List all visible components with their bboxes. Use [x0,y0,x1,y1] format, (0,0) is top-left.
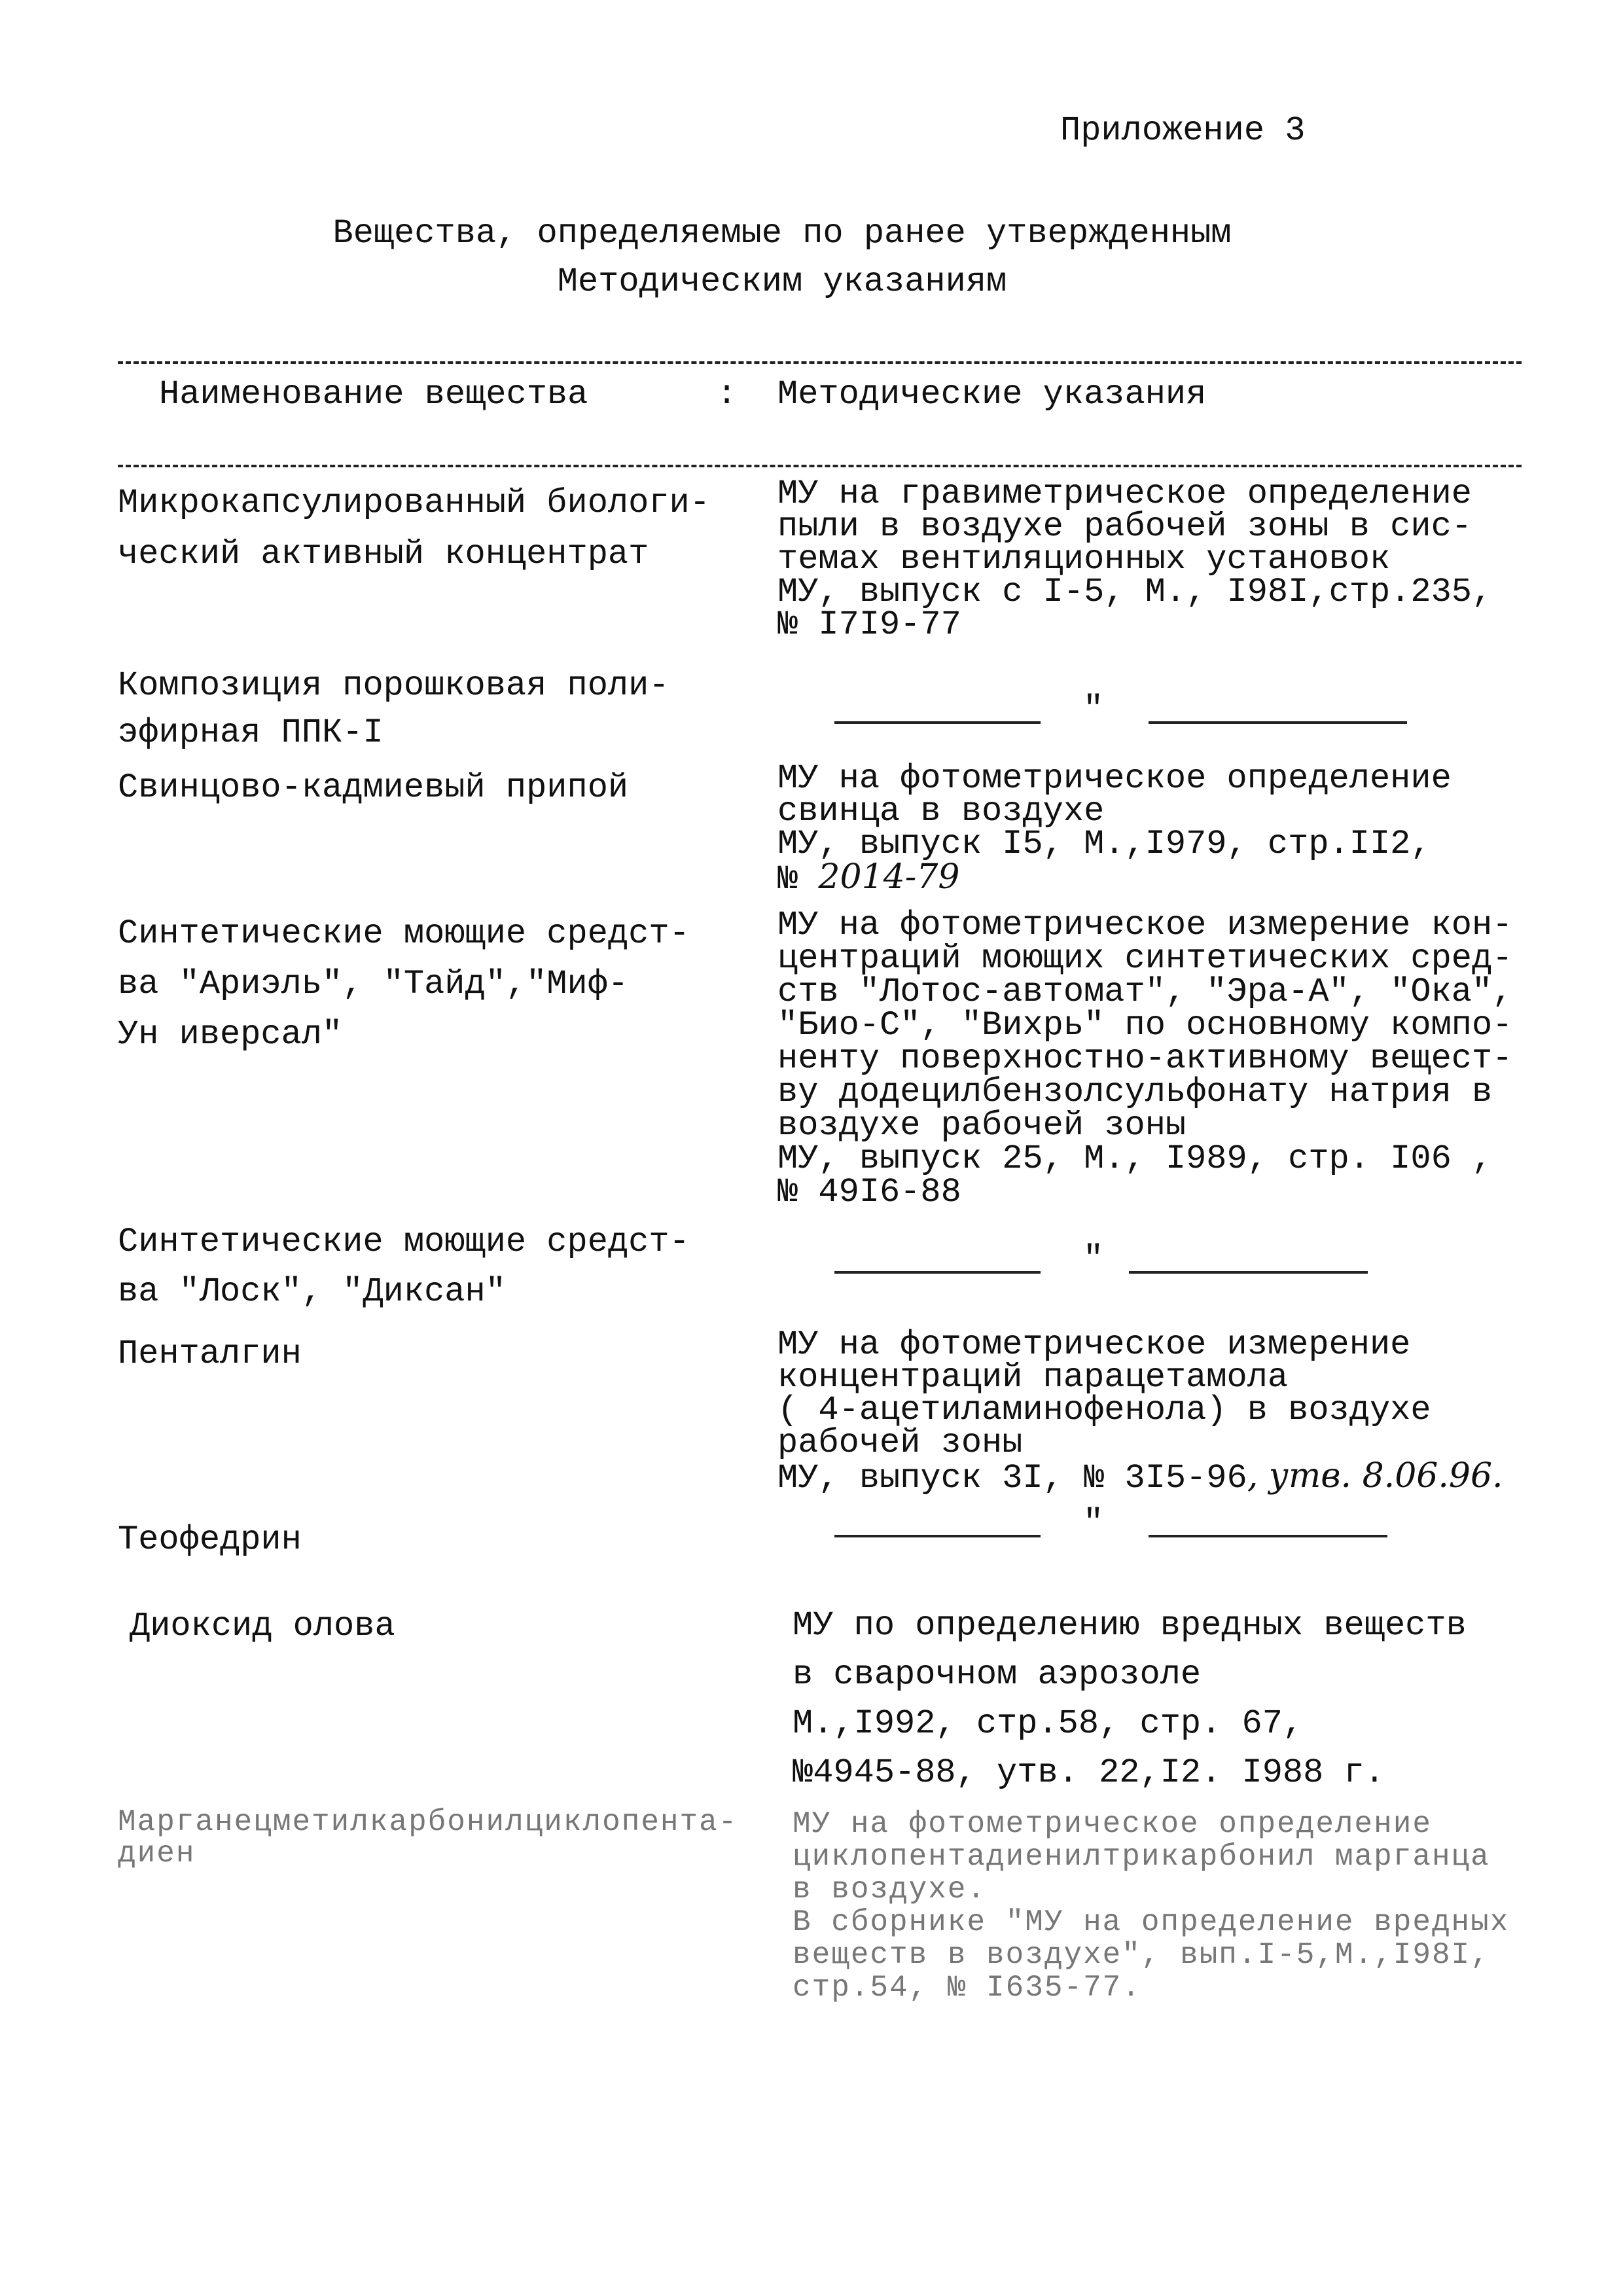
substance-cell: Теофедрин [118,1520,302,1559]
ditto-mark: " [1083,1240,1104,1278]
method-line: В сборнике "МУ на определение вредных [793,1905,1510,1939]
method-line: темах вентиляционных установок [777,540,1391,579]
substance-cell: Синтетические моющие средст- ва "Ариэль", "Тайд","Миф- Ун иверсал" [118,914,690,1054]
method-line: ств "Лотос-автомат", "Эра-А", "Ока", [777,973,1513,1011]
method-line: стр.54, № I635-77. [793,1971,1141,2005]
method-cell [793,1601,1467,1797]
ditto-dash-left [834,1271,1041,1274]
ditto-dash-right [1129,1271,1368,1274]
method-line: ( 4-ацетиламинофенола) в воздухе [777,1391,1431,1429]
method-line: МУ по определению вредных веществ [793,1606,1467,1645]
method-line: в сварочном аэрозоле [793,1655,1202,1694]
header-substance: Наименование вещества [159,375,588,414]
method-line: МУ на фотометрическое измерение [777,1325,1411,1364]
handwritten-note: 2014-79 [818,857,960,897]
table-top-rule [118,361,1522,364]
substance-cell: Микрокапсулированный биологи- ческий активный концентрат [118,484,710,573]
method-cell [777,759,1452,899]
method-line: ненту поверхностно-активному вещест- [777,1039,1513,1078]
method-line: № 49I6-88 [777,1173,961,1211]
method-line: циклопентадиенилтрикарбонил марганца [793,1840,1490,1874]
substance-cell: Пенталгин [118,1335,302,1373]
method-cell [793,1808,1509,2004]
ditto-dash-right [1149,721,1407,724]
method-line: в воздухе. [793,1873,987,1907]
ditto-dash-right [1149,1535,1387,1537]
method-line: М.,I992, стр.58, стр. 67, [793,1704,1304,1743]
substance-cell: Марганецметилкарбонилциклопента- диен [118,1805,738,1871]
substance-cell: Диоксид олова [130,1607,395,1645]
table-header-rule [118,465,1522,467]
header-method: Методические указания [777,375,1207,414]
method-line: №4945-88, утв. 22,I2. I988 г. [793,1753,1385,1792]
title-line-2: Методическим указаниям [557,262,1007,301]
method-line: МУ на фотометрическое определение [777,759,1452,798]
method-line: № I7I9-77 [777,605,961,644]
method-line: МУ, выпуск 3I, № 3I5-96, утв. 8.06.96. [777,1456,1503,1498]
appendix-label: Приложение 3 [1060,111,1306,150]
method-cell [777,908,1512,1209]
substance-cell: Синтетические моющие средст- ва "Лоск", "Диксан" [118,1223,690,1311]
method-line: пыли в воздухе рабочей зоны в сис- [777,507,1472,546]
document-title [0,209,1564,306]
method-line: МУ на фотометрическое измерение кон- [777,906,1513,944]
method-line: свинца в воздухе [777,792,1105,831]
ditto-dash-left [834,1535,1041,1537]
substance-cell: Свинцово-кадмиевый припой [118,768,629,807]
method-line: МУ, выпуск 25, М., I989, стр. I06 , [777,1139,1493,1178]
substance-cell: Композиция порошковая поли- эфирная ППК-I [118,666,669,752]
method-line: концентраций парацетамола [777,1358,1289,1397]
method-line: "Био-С", "Вихрь" по основному компо- [777,1006,1513,1045]
method-line: № 2014-79 [777,857,960,899]
method-cell [777,1325,1503,1498]
method-line: центраций моющих синтетических сред- [777,939,1513,978]
method-line: МУ на гравиметрическое определение [777,475,1472,513]
method-line: рабочей зоны [777,1424,1023,1462]
method-line: воздухе рабочей зоны [777,1106,1186,1145]
ditto-dash-left [834,721,1041,724]
method-line: веществ в воздухе", вып.I-5,М.,I98I, [793,1938,1490,1972]
method-line: МУ, выпуск I5, М.,I979, стр.II2, [777,825,1431,863]
handwritten-note: , утв. 8.06.96. [1247,1456,1503,1496]
ditto-mark: " [1083,1503,1104,1542]
header-separator: : [717,375,738,414]
title-line-1: Вещества, определяемые по ранее утвержденным [332,214,1232,253]
ditto-mark: " [1083,690,1104,728]
method-line: ву додецилбензолсульфонату натрия в [777,1073,1493,1111]
method-line: МУ на фотометрическое определение [793,1807,1432,1841]
method-line: МУ, выпуск с I-5, М., I98I,стр.235, [777,573,1493,611]
method-cell [777,475,1493,644]
